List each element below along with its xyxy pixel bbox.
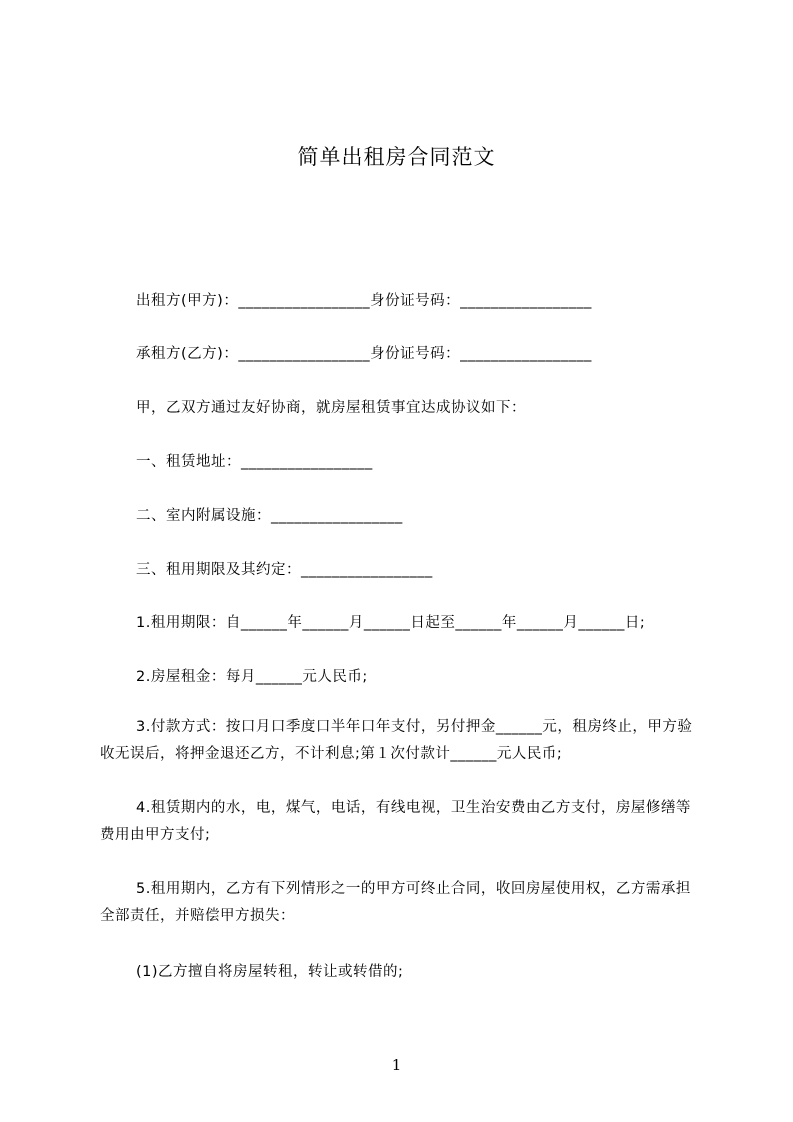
- lessor-line: 出租方(甲方)：_________________身份证号码：_________________: [136, 293, 592, 309]
- lessee-line: 承租方(乙方)：_________________身份证号码：_________________: [136, 346, 592, 362]
- payment-method-paragraph: 3.付款方式：按口月口季度口半年口年支付，另付押金______元，租房终止，甲方验收无误后，将押金退还乙方，不计利息;第１次付款计______元人民币;: [100, 719, 693, 762]
- document-title: 简单出租房合同范文: [297, 145, 496, 169]
- clause-address: 一、租赁地址：_________________: [136, 454, 373, 470]
- page-number: 1: [391, 1056, 402, 1074]
- clause-term: 三、租用期限及其约定：_________________: [136, 562, 433, 578]
- agreement-intro: 甲，乙双方通过友好协商，就房屋租赁事宜达成协议如下：: [136, 400, 526, 416]
- sublet-clause: (1)乙方擅自将房屋转租，转让或转借的;: [136, 964, 404, 980]
- term-period: 1.租用期限：自______年______月______日起至______年______月______日;: [136, 615, 646, 631]
- utilities-paragraph: 4.租赁期内的水，电，煤气，电话，有线电视，卫生治安费由乙方支付，房屋修缮等费用由甲方支付;: [100, 800, 691, 843]
- clause-facilities: 二、室内附属设施：_________________: [136, 508, 403, 524]
- termination-paragraph: 5.租用期内，乙方有下列情形之一的甲方可终止合同，收回房屋使用权，乙方需承担全部责任，并赔偿甲方损失：: [100, 881, 691, 924]
- rent-amount: 2.房屋租金：每月______元人民币;: [136, 669, 368, 685]
